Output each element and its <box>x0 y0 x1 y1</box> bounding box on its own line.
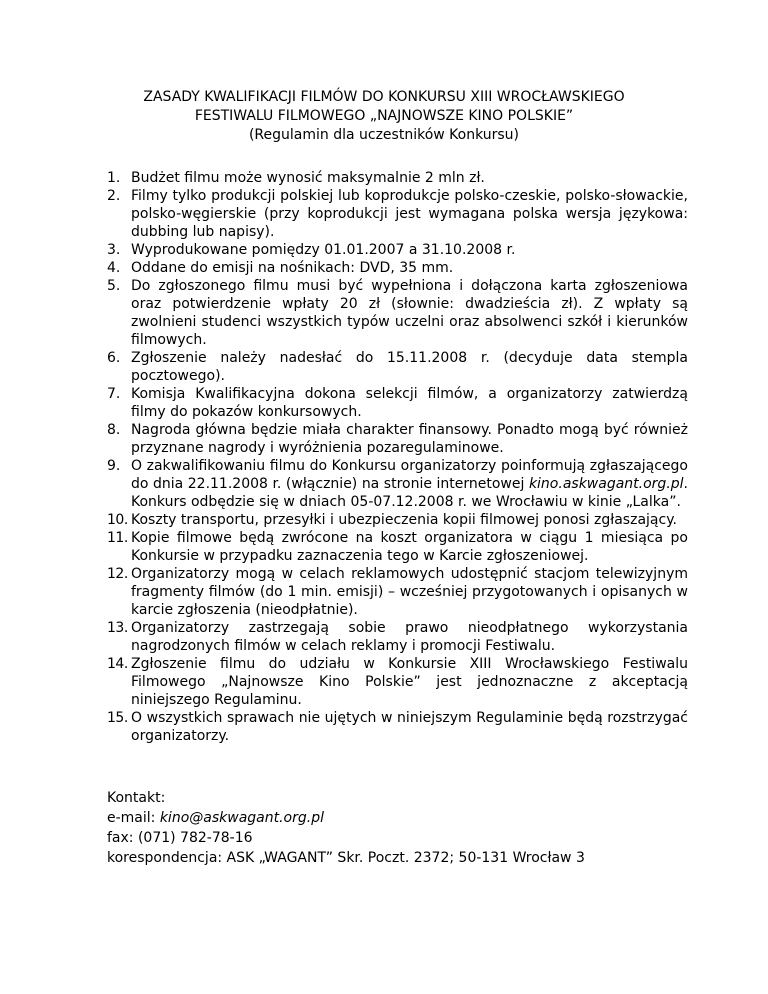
rule-number: 9. <box>107 458 121 474</box>
rule-item <box>107 385 688 421</box>
contact-email-line <box>107 808 707 828</box>
festival-website-link[interactable]: kino.askwagant.org.pl <box>528 476 684 492</box>
rule-text: Oddane do emisji na nośnikach: DVD, 35 mm. <box>131 260 454 276</box>
contact-block <box>107 788 707 868</box>
rule-item <box>107 277 688 349</box>
rule-number: 13. <box>107 620 128 636</box>
rule-text: Koszty transportu, przesyłki i ubezpieczenia kopii filmowej ponosi zgłaszający. <box>131 512 677 528</box>
rule-text: Filmy tylko produkcji polskiej lub koprodukcje polsko-czeskie, polsko-słowackie, polsko-węgierskie (przy koprodukcji jest wymagana polska wersja językowa: dubbing lub napisy). <box>131 188 688 240</box>
rule-item <box>107 619 688 655</box>
rule-item <box>107 241 688 259</box>
rule-number: 4. <box>107 260 121 276</box>
rule-number: 1. <box>107 170 121 186</box>
rule-number: 5. <box>107 278 121 294</box>
rule-item <box>107 169 688 187</box>
title-line-1: ZASADY KWALIFIKACJI FILMÓW DO KONKURSU XIII WROCŁAWSKIEGO <box>143 89 625 105</box>
rule-text: Zgłoszenie filmu do udziału w Konkursie XIII Wrocławskiego Festiwalu Filmowego „Najnowsze Kino Polskie” jest jednoznaczne z akceptacją niniejszego Regulaminu. <box>131 656 688 708</box>
rule-number: 2. <box>107 188 121 204</box>
rule-text: Organizatorzy mogą w celach reklamowych udostępnić stacjom telewizyjnym fragmenty filmów (do 1 min. emisji) – wcześniej przygotowanych i opisanych w karcie zgłoszenia (nieodpłatnie). <box>131 566 688 618</box>
rule-number: 3. <box>107 242 121 258</box>
rule-text-continued: . Konkurs odbędzie się w dniach 05-07.12.2008 r. we Wrocławiu w kinie „Lalka”. <box>131 476 688 510</box>
rule-text: Komisja Kwalifikacyjna dokona selekcji filmów, a organizatorzy zatwierdzą filmy do pokazów konkursowych. <box>131 386 688 420</box>
rule-item <box>107 709 688 745</box>
rule-item <box>107 259 688 277</box>
rule-text: O wszystkich sprawach nie ujętych w niniejszym Regulaminie będą rozstrzygać organizatorzy. <box>131 710 688 744</box>
rule-item <box>107 529 688 565</box>
email-link[interactable]: kino@askwagant.org.pl <box>159 810 324 826</box>
title-subtitle: (Regulamin dla uczestników Konkursu) <box>248 127 520 143</box>
contact-address: korespondencja: ASK „WAGANT” Skr. Poczt. 2372; 50-131 Wrocław 3 <box>107 850 585 866</box>
document-title <box>80 88 688 145</box>
rule-text: Budżet filmu może wynosić maksymalnie 2 mln zł. <box>131 170 485 186</box>
rule-text: Kopie filmowe będą zwrócone na koszt organizatora w ciągu 1 miesiąca po Konkursie w przypadku zaznaczenia tego w Karcie zgłoszeniowej. <box>131 530 688 564</box>
rule-item <box>107 511 688 529</box>
rule-number: 12. <box>107 566 128 582</box>
rule-item <box>107 349 688 385</box>
rule-number: 14. <box>107 656 128 672</box>
rule-number: 15. <box>107 710 128 726</box>
rule-text: Wyprodukowane pomiędzy 01.01.2007 a 31.10.2008 r. <box>131 242 516 258</box>
rule-item <box>107 655 688 709</box>
rule-text: Nagroda główna będzie miała charakter finansowy. Ponadto mogą być również przyznane nagrody i wyróżnienia pozaregulaminowe. <box>131 422 688 456</box>
rule-number: 11. <box>107 530 128 546</box>
rules-list <box>107 169 688 745</box>
rule-text: Zgłoszenie należy nadesłać do 15.11.2008 r. (decyduje data stempla pocztowego). <box>131 350 688 384</box>
rule-number: 8. <box>107 422 121 438</box>
rule-number: 10. <box>107 512 128 528</box>
rule-text: Organizatorzy zastrzegają sobie prawo nieodpłatnego wykorzystania nagrodzonych filmów w celach reklamy i promocji Festiwalu. <box>131 620 688 654</box>
contact-fax: fax: (071) 782-78-16 <box>107 830 253 846</box>
email-label: e-mail: <box>107 810 160 826</box>
rule-item <box>107 187 688 241</box>
title-line-2: FESTIWALU FILMOWEGO „NAJNOWSZE KINO POLSKIE” <box>194 108 574 124</box>
rule-text: Do zgłoszonego filmu musi być wypełniona i dołączona karta zgłoszeniowa oraz potwierdzenie wpłaty 20 zł (słownie: dwadzieścia zł). Z wpłaty są zwolnieni studenci wszystkich typów uczelni oraz absolwenci szkół i kierunków filmowych. <box>131 278 688 348</box>
rule-number: 7. <box>107 386 121 402</box>
rule-item <box>107 457 688 511</box>
rule-item <box>107 421 688 457</box>
rule-number: 6. <box>107 350 121 366</box>
rule-text: O zakwalifikowaniu filmu do Konkursu organizatorzy poinformują zgłaszającego do dnia 22.11.2008 r. (włącznie) na stronie internetowej <box>131 458 688 492</box>
contact-heading: Kontakt: <box>107 790 166 806</box>
rule-item <box>107 565 688 619</box>
